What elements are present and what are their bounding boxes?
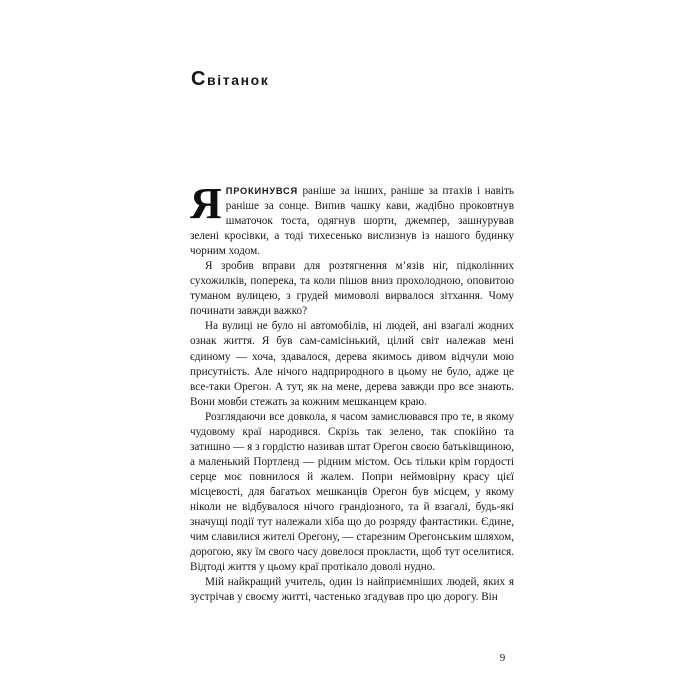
paragraph-4: Розглядаючи все довкола, я часом замислювався про те, в якому чудовому краї народився. Скрізь так зелено, так спокійно та затишно — я з гордістю називав штат Орегон своєю батьківщиною, а маленький Портленд — рідним містом. Ось тільки крім гордості серце моє повнилося й жалем. Попри неймовірну красу цієї місцевості, для багатьох мешканців Орегон був місцем, у якому ніколи не відбувалося нічого грандіозного, та й взагалі, будь-які значущі події тут належали хіба що до розряду фантастики. Єдине, чим славилися жителі Орегону, — старезним Орегонським шляхом, дорогою, яку їм свого часу довелося прокласти, щоб тут оселитися. Відтоді життя у цьому краї протікало доволі нудно. [190, 410, 514, 574]
chapter-title-rest: вітанок [207, 72, 270, 88]
paragraph-1-text: раніше за інших, раніше за птахів і навіть раніше за сонце. Випив чашку кави, жадібно проковтнув шматочок тоста, одягнув шорти, джемпер, зашнурував зелені кросівки, а тоді тихесенько вислизнув із нашого будинку чорним ходом. [190, 185, 514, 258]
paragraph-3: На вулиці не було ні автомобілів, ні людей, ані взагалі жодних ознак життя. Я був сам-самісінький, цілий світ належав мені єдиному — хоча, здавалося, дерева якимось дивом відчули мою присутність. Але нічого надприродного в цьому не було, адже це все-таки Орегон. А тут, як на мене, дерева завжди про все знають. Вони мовби стежать за кожним мешканцем краю. [190, 320, 514, 408]
lead-small-caps: ПРОКИНУВСЯ [225, 186, 298, 196]
page-number: 9 [499, 652, 506, 664]
chapter-title-initial: С [191, 68, 208, 90]
body-text [190, 179, 514, 605]
chapter-title [191, 68, 269, 91]
paragraph-5: Мій найкращий учитель, один із найприємніших людей, яких я зустрічав у своєму житті, частенько згадував про цю дорогу. Він [190, 576, 514, 604]
page-footer [0, 652, 700, 664]
paragraph-1 [190, 179, 514, 259]
paragraph-2: Я зробив вправи для розтягнення м’язів ніг, підколінних сухожилків, поперека, та коли пішов вниз прохолодною, оповитою туманом вулицею, з грудей мимоволі вирвалося зітхання. Чому починати завжди важко? [190, 260, 514, 318]
drop-cap: Я [190, 179, 222, 228]
